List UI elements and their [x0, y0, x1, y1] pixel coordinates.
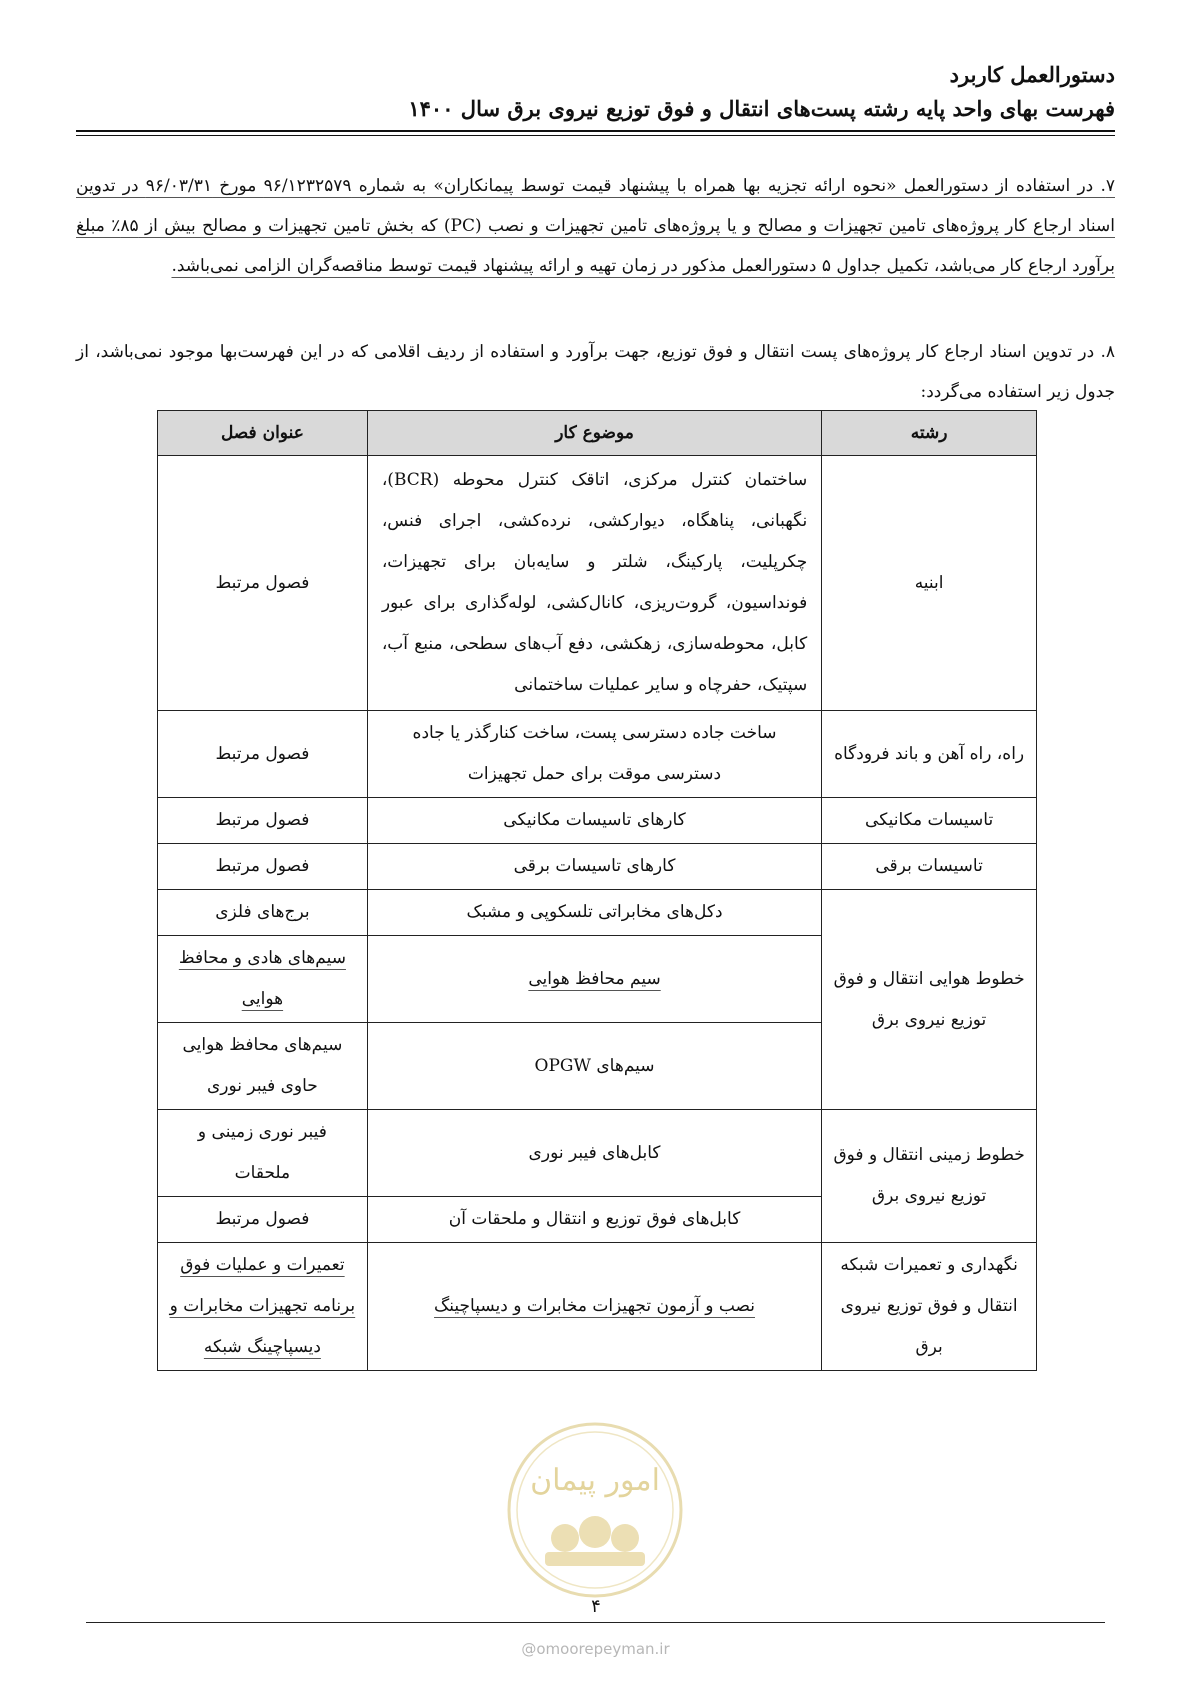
cell-chapter: فصول مرتبط [158, 844, 368, 890]
header-field: رشته [822, 411, 1037, 456]
cell-subject: کارهای تاسیسات برقی [367, 844, 821, 890]
cell-chapter: سیم‌های محافظ هوایی حاوی فیبر نوری [158, 1023, 368, 1110]
paragraph-7: ۷. در استفاده از دستورالعمل «نحوه ارائه تجزیه بها همراه با پیشنهاد قیمت توسط پیمانکاران» به شماره ۹۶/۱۲۳۲۵۷۹ مورخ ۹۶/۰۳/۳۱ در تدوین اسناد ارجاع کار پروژه‌های تامین تجهیزات و مصالح و یا پروژه‌های تامین تجهیزات و نصب (PC) که بخش تامین تجهیزات و مصالح بیش از ۸۵٪ مبلغ برآورد ارجاع کار می‌باشد، تکمیل جداول ۵ دستورالعمل مذکور در زمان تهیه و ارائه پیشنهاد قیمت توسط مناقصه‌گران الزامی نمی‌باشد. [76, 176, 1115, 276]
cell-field: تاسیسات برقی [822, 844, 1037, 890]
cell-chapter: فصول مرتبط [158, 1197, 368, 1243]
cell-chapter: فصول مرتبط [158, 798, 368, 844]
table-row [158, 1110, 1037, 1197]
cell-chapter: فصول مرتبط [158, 456, 368, 711]
cell-subject: سیم محافظ هوایی [367, 936, 821, 1023]
table-header-row [158, 411, 1037, 456]
cell-subject: ساختمان کنترل مرکزی، اتاقک کنترل محوطه (BCR)، نگهبانی، پناهگاه، دیوارکشی، نرده‌کشی، اجرای فنس، چکرپلیت، پارکینگ، شلتر و سایه‌بان برای تجهیزات، فونداسیون، گروت‌ریزی، کانال‌کشی، لوله‌گذاری برای عبور کابل، محوطه‌سازی، زهکشی، دفع آب‌های سطحی، منبع آب، سپتیک، حفرچاه و سایر عملیات ساختمانی [367, 456, 821, 711]
cell-subject: کارهای تاسیسات مکانیکی [367, 798, 821, 844]
cell-subject: کابل‌های فیبر نوری [367, 1110, 821, 1197]
cell-subject: کابل‌های فوق توزیع و انتقال و ملحقات آن [367, 1197, 821, 1243]
footer-website: @omoorepeyman.ir [521, 1640, 670, 1658]
table-row [158, 798, 1037, 844]
page-number: ۴ [591, 1596, 601, 1617]
cell-field: خطوط زمینی انتقال و فوق توزیع نیروی برق [822, 1110, 1037, 1243]
cell-chapter: فیبر نوری زمینی و ملحقات [158, 1110, 368, 1197]
header-line-1: دستورالعمل کاربرد [949, 62, 1115, 87]
classification-table [157, 410, 1037, 1371]
header-subject: موضوع کار [367, 411, 821, 456]
footer-rule [86, 1622, 1105, 1623]
cell-subject: دکل‌های مخابراتی تلسکوپی و مشبک [367, 890, 821, 936]
table-row [158, 1243, 1037, 1371]
paragraph-8: ۸. در تدوین اسناد ارجاع کار پروژه‌های پست انتقال و فوق توزیع، جهت برآورد و استفاده از ردیف اقلامی که در این فهرست‌بها موجود نمی‌باشد، از جدول زیر استفاده می‌گردد: [76, 342, 1115, 402]
table-row [158, 844, 1037, 890]
cell-chapter: برج‌های فلزی [158, 890, 368, 936]
page-header [76, 58, 1115, 126]
header-line-2: فهرست بهای واحد پایه رشته پست‌های انتقال و فوق توزیع نیروی برق سال ۱۴۰۰ [408, 96, 1115, 121]
cell-chapter: تعمیرات و عملیات فوق برنامه تجهیزات مخابرات و دیسپاچینگ شبکه [158, 1243, 368, 1371]
cell-subject: ساخت جاده دسترسی پست، ساخت کنارگذر یا جاده دسترسی موقت برای حمل تجهیزات [367, 711, 821, 798]
cell-subject: نصب و آزمون تجهیزات مخابرات و دیسپاچینگ [367, 1243, 821, 1371]
header-rule [76, 130, 1115, 132]
cell-chapter: سیم‌های هادی و محافظ هوایی [158, 936, 368, 1023]
table-row [158, 890, 1037, 936]
table-row [158, 456, 1037, 711]
cell-subject: سیم‌های OPGW [367, 1023, 821, 1110]
table-row [158, 711, 1037, 798]
cell-field: تاسیسات مکانیکی [822, 798, 1037, 844]
cell-field: خطوط هوایی انتقال و فوق توزیع نیروی برق [822, 890, 1037, 1110]
cell-chapter: فصول مرتبط [158, 711, 368, 798]
cell-field: ابنیه [822, 456, 1037, 711]
header-chapter: عنوان فصل [158, 411, 368, 456]
watermark-seal-icon [505, 1420, 685, 1600]
header-rule-thin [76, 135, 1115, 136]
cell-field: راه، راه آهن و باند فرودگاه [822, 711, 1037, 798]
svg-text:امور پیمان: امور پیمان [530, 1463, 660, 1498]
cell-field: نگهداری و تعمیرات شبکه انتقال و فوق توزیع نیروی برق [822, 1243, 1037, 1371]
